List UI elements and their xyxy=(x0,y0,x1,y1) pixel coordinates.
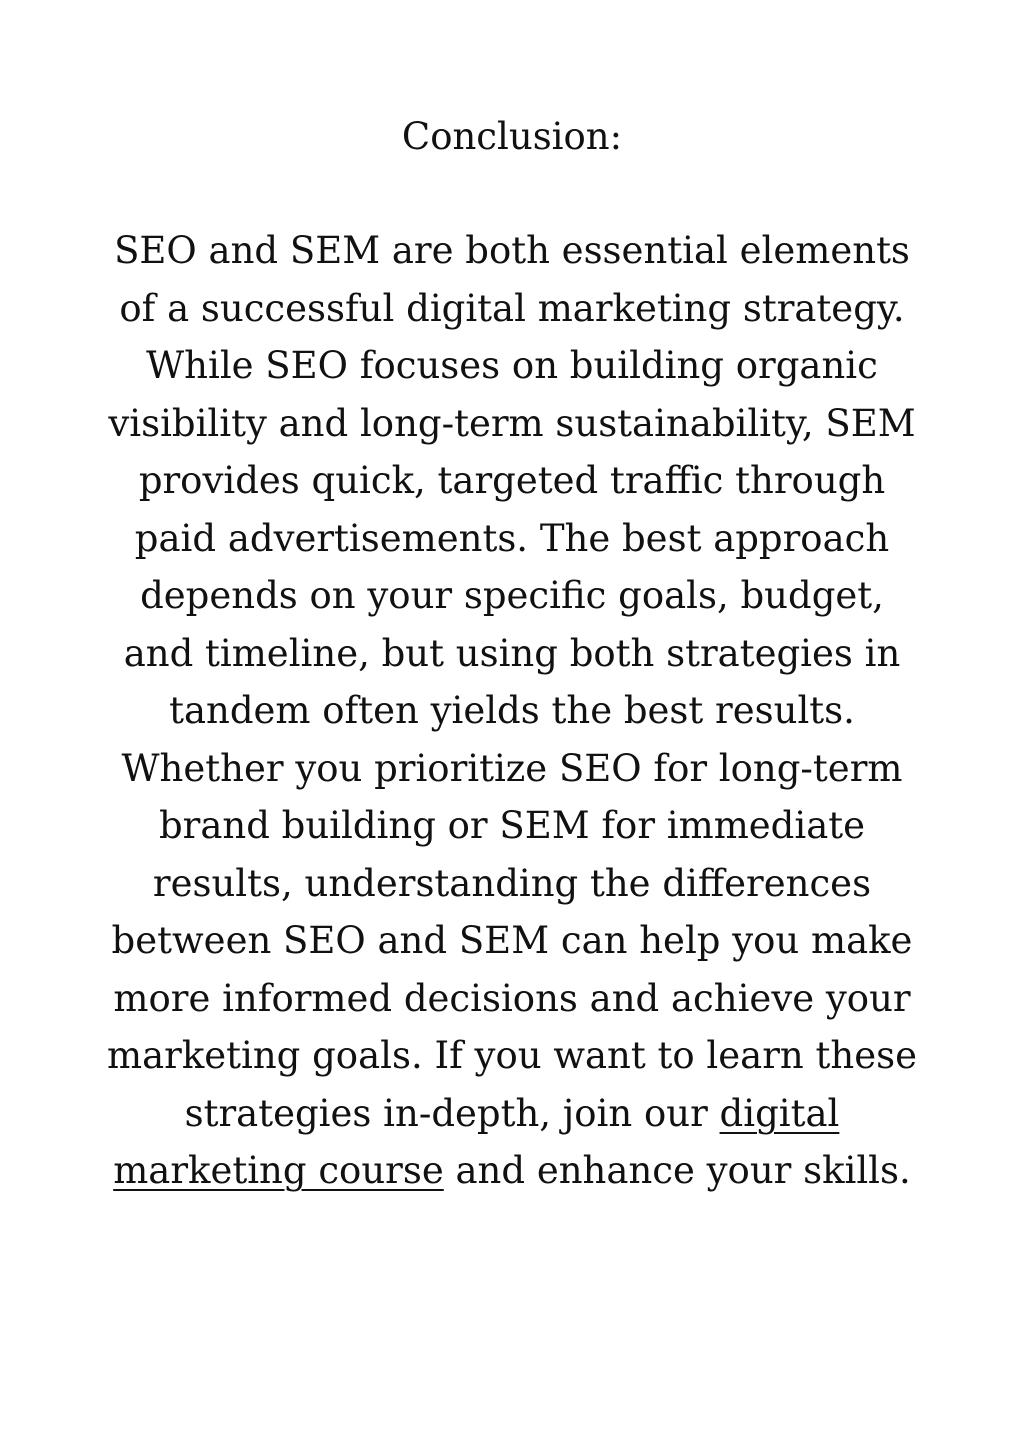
conclusion-heading: Conclusion: xyxy=(401,115,623,158)
paragraph-2-text-before-link: Whether you prioritize SEO for long-term brand building or SEM for immediate results, understanding the differences between SEO and SEM can help you make more informed decisions and achieve your marketing goals. If you want to learn these strategies in-depth, join our xyxy=(107,746,917,1135)
digital-marketing-course-link[interactable]: digital marketing course xyxy=(113,1091,840,1192)
conclusion-body xyxy=(100,222,924,1200)
conclusion-paragraph-1: SEO and SEM are both essential elements of a successful digital marketing strategy. While SEO focuses on building organic visibility and long-term sustainability, SEM provides quick, targeted traffic through paid advertisements. The best approach depends on your specific goals, budget, and timeline, but using both strategies in tandem often yields the best results. xyxy=(108,229,916,732)
paragraph-2-text-after-link: and enhance your skills. xyxy=(443,1149,911,1192)
conclusion-paragraph-2 xyxy=(100,740,924,1200)
